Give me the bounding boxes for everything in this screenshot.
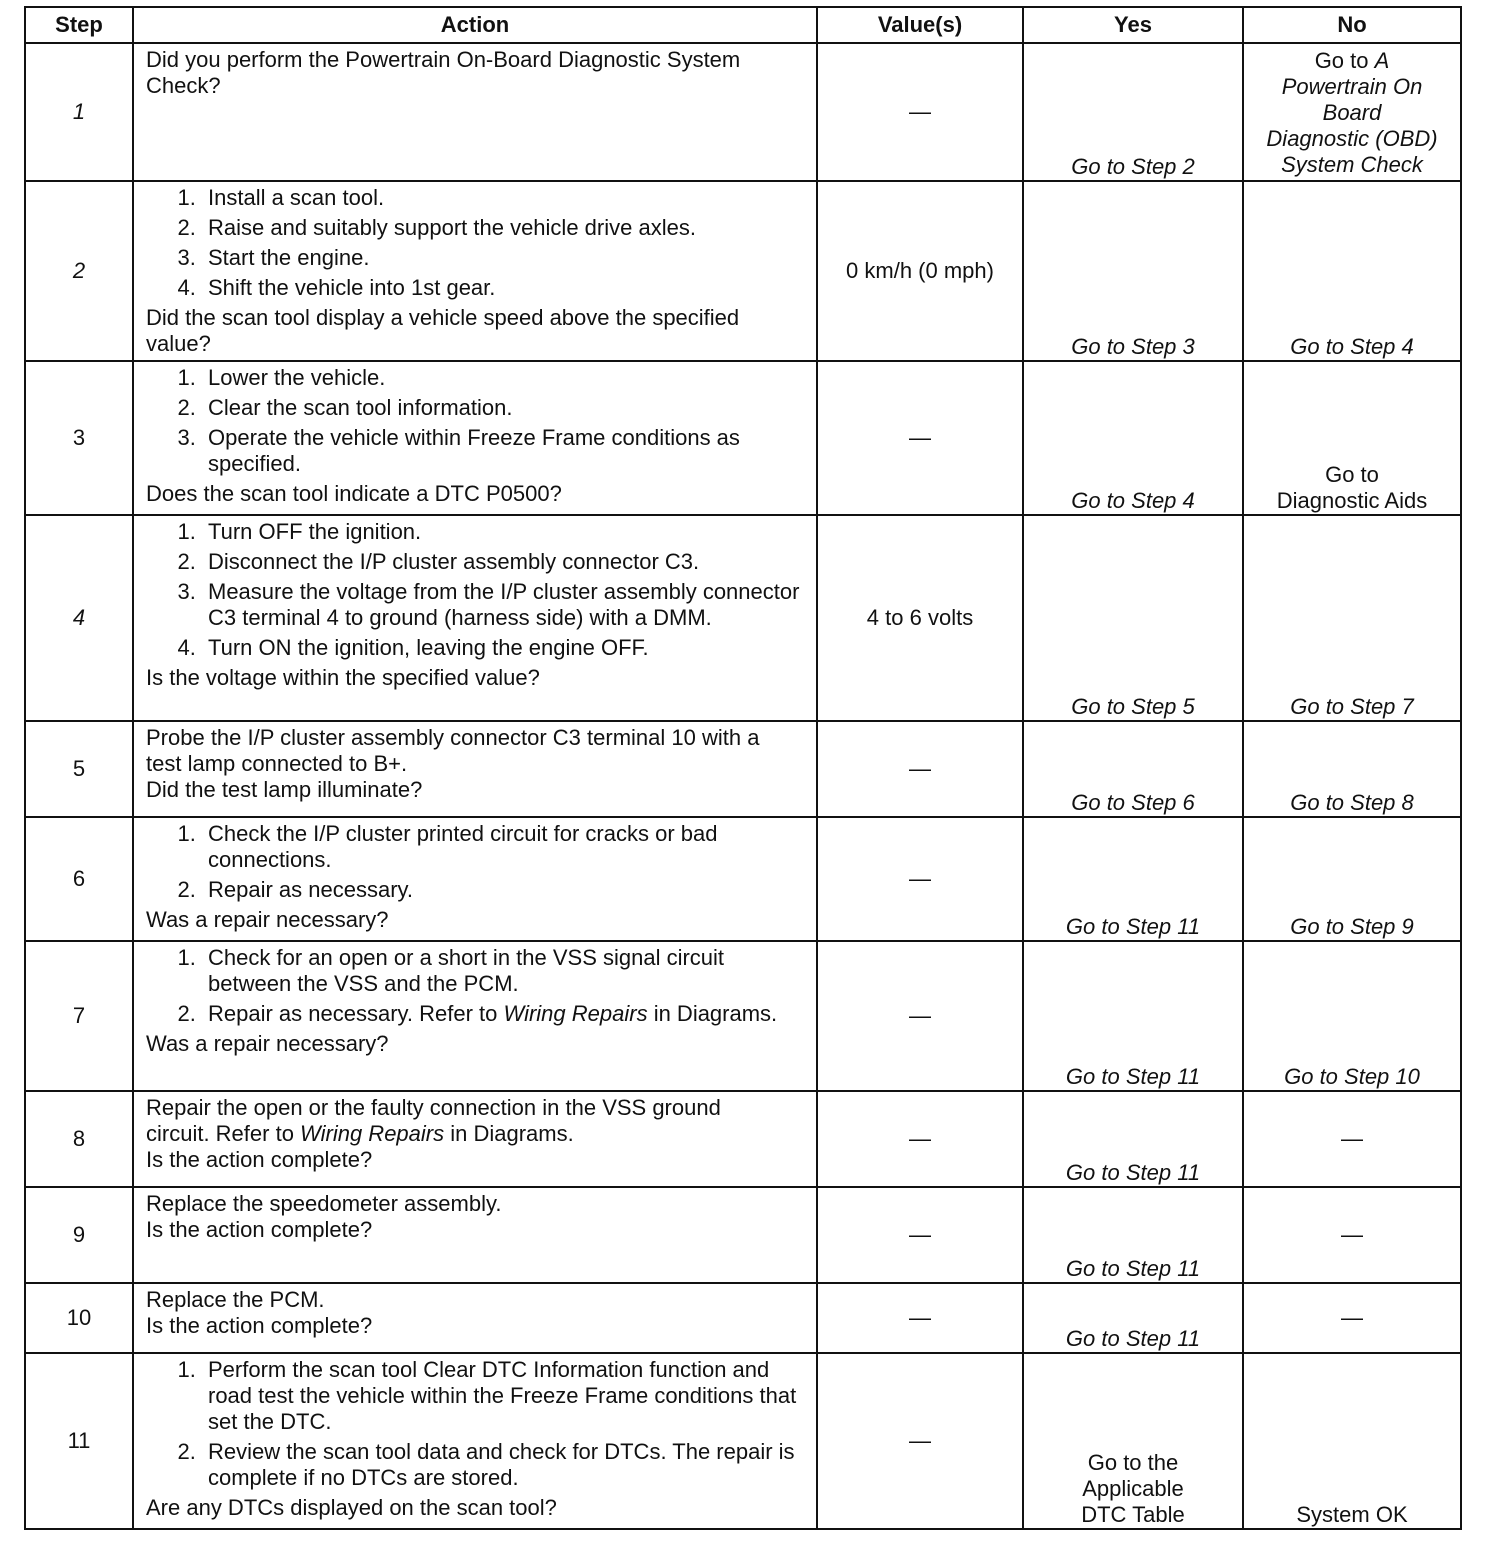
header-values: Value(s) (817, 7, 1023, 43)
action-cell (133, 43, 817, 181)
no-text: Diagnostic Aids (1276, 488, 1428, 514)
no-cell: — (1243, 1187, 1461, 1283)
step-number: 5 (25, 721, 133, 817)
no-cell: Go to Step 8 (1243, 721, 1461, 817)
table-row (25, 721, 1461, 817)
value-cell: 4 to 6 volts (817, 515, 1023, 721)
value-cell: — (817, 817, 1023, 941)
yes-cell: Go to Step 11 (1023, 1091, 1243, 1187)
header-yes: Yes (1023, 7, 1243, 43)
action-list (146, 365, 808, 481)
yes-cell: Go to Step 2 (1023, 43, 1243, 181)
action-list (146, 1357, 808, 1495)
table-row (25, 817, 1461, 941)
step-number: 4 (25, 515, 133, 721)
step-number: 6 (25, 817, 133, 941)
action-item: 1. Check for an open or a short in the VSS signal circuit between the VSS and the PCM. (202, 945, 808, 997)
header-step: Step (25, 7, 133, 43)
table-row (25, 1353, 1461, 1529)
action-cell (133, 941, 817, 1091)
no-cell: Go to Step 7 (1243, 515, 1461, 721)
action-question: Is the action complete? (146, 1216, 373, 1242)
header-no: No (1243, 7, 1461, 43)
action-item: 2. Disconnect the I/P cluster assembly connector C3. (202, 549, 808, 575)
yes-cell: Go to Step 6 (1023, 721, 1243, 817)
no-text: Board (1322, 100, 1382, 126)
value-cell: — (817, 1283, 1023, 1353)
action-text: in Diagrams. (647, 1000, 778, 1026)
table-row (25, 941, 1461, 1091)
action-question: Did the test lamp illuminate? (146, 776, 423, 802)
yes-text: DTC Table (1081, 1502, 1185, 1528)
action-cell (133, 1283, 817, 1353)
no-text: System Check (1281, 152, 1423, 178)
value-cell: — (817, 941, 1023, 1091)
no-cell (1243, 361, 1461, 515)
yes-cell: Go to Step 5 (1023, 515, 1243, 721)
table-row (25, 43, 1461, 181)
action-text: Replace the PCM. (146, 1287, 325, 1312)
no-cell: Go to Step 4 (1243, 181, 1461, 361)
action-text: Probe the I/P cluster assembly connector C3 terminal 10 with a test lamp connected to B+. (146, 725, 760, 776)
action-item: 2. Raise and suitably support the vehicle drive axles. (202, 215, 808, 241)
table-row (25, 1091, 1461, 1187)
value-cell: — (817, 1187, 1023, 1283)
action-list (146, 519, 808, 665)
no-cell: System OK (1243, 1353, 1461, 1529)
action-cell (133, 1091, 817, 1187)
yes-cell: Go to Step 3 (1023, 181, 1243, 361)
no-text: Diagnostic (OBD) (1266, 126, 1438, 152)
yes-text: Go to the (1087, 1450, 1179, 1476)
action-question: Did the scan tool display a vehicle speed above the specified value? (146, 304, 740, 356)
yes-cell (1023, 1353, 1243, 1529)
action-text: Replace the speedometer assembly. (146, 1191, 502, 1216)
action-list (146, 945, 808, 1031)
action-question: Is the action complete? (146, 1312, 373, 1338)
action-item: 1. Check the I/P cluster printed circuit for cracks or bad connections. (202, 821, 808, 873)
step-number: 2 (25, 181, 133, 361)
action-question: Is the action complete? (146, 1146, 373, 1172)
yes-cell: Go to Step 11 (1023, 1187, 1243, 1283)
action-item: 1. Lower the vehicle. (202, 365, 808, 391)
action-list (146, 185, 808, 305)
value-cell: — (817, 361, 1023, 515)
wiring-repairs-ref: Wiring Repairs (300, 1120, 445, 1146)
action-item: 1. Install a scan tool. (202, 185, 808, 211)
action-item (202, 1001, 808, 1027)
yes-text: Applicable (1082, 1476, 1184, 1502)
no-text: Powertrain On (1281, 74, 1423, 100)
action-question: Was a repair necessary? (146, 906, 389, 932)
action-item: 1. Perform the scan tool Clear DTC Information function and road test the vehicle within the Freeze Frame conditions that set the DTC. (202, 1357, 808, 1435)
no-cell: Go to Step 10 (1243, 941, 1461, 1091)
action-question: Is the voltage within the specified value? (146, 664, 540, 690)
no-cell: — (1243, 1283, 1461, 1353)
action-text (146, 1095, 808, 1147)
action-item: 3. Start the engine. (202, 245, 808, 271)
yes-cell: Go to Step 4 (1023, 361, 1243, 515)
no-cell: — (1243, 1091, 1461, 1187)
action-cell (133, 181, 817, 361)
yes-cell: Go to Step 11 (1023, 941, 1243, 1091)
action-cell (133, 361, 817, 515)
action-cell (133, 515, 817, 721)
value-cell: — (817, 721, 1023, 817)
action-item: 2. Clear the scan tool information. (202, 395, 808, 421)
action-item: 4. Shift the vehicle into 1st gear. (202, 275, 808, 301)
value-cell: — (817, 43, 1023, 181)
action-item: 3. Operate the vehicle within Freeze Frame conditions as specified. (202, 425, 808, 477)
step-number: 8 (25, 1091, 133, 1187)
action-text: Repair as necessary. Refer to (208, 1000, 504, 1026)
action-cell (133, 817, 817, 941)
no-cell: Go to Step 9 (1243, 817, 1461, 941)
action-item: 3. Measure the voltage from the I/P cluster assembly connector C3 terminal 4 to ground (harness side) with a DMM. (202, 579, 808, 631)
action-item: 1. Turn OFF the ignition. (202, 519, 808, 545)
no-text: Go to (1314, 48, 1375, 74)
action-cell (133, 1353, 817, 1529)
no-text: A (1374, 48, 1390, 74)
step-number: 3 (25, 361, 133, 515)
action-cell (133, 1187, 817, 1283)
step-number: 9 (25, 1187, 133, 1283)
wiring-repairs-ref: Wiring Repairs (503, 1000, 648, 1026)
table-row (25, 181, 1461, 361)
yes-cell: Go to Step 11 (1023, 1283, 1243, 1353)
action-item: 4. Turn ON the ignition, leaving the engine OFF. (202, 635, 808, 661)
header-action: Action (133, 7, 817, 43)
action-question: Was a repair necessary? (146, 1030, 389, 1056)
table-row (25, 1187, 1461, 1283)
step-number: 1 (25, 43, 133, 181)
action-item: 2. Repair as necessary. (202, 877, 808, 903)
table-row (25, 1283, 1461, 1353)
action-cell (133, 721, 817, 817)
step-number: 11 (25, 1353, 133, 1529)
header-row (25, 7, 1461, 43)
step-number: 10 (25, 1283, 133, 1353)
action-question: Does the scan tool indicate a DTC P0500? (146, 480, 562, 506)
step-number: 7 (25, 941, 133, 1091)
action-text: Did you perform the Powertrain On-Board Diagnostic System Check? (146, 47, 741, 98)
no-text: Go to (1325, 462, 1379, 488)
table-row (25, 361, 1461, 515)
diagnostic-table (24, 6, 1462, 1530)
action-question: Are any DTCs displayed on the scan tool? (146, 1494, 557, 1520)
value-cell: 0 km/h (0 mph) (817, 181, 1023, 361)
value-cell: — (817, 1353, 1023, 1529)
yes-cell: Go to Step 11 (1023, 817, 1243, 941)
action-item: 2. Review the scan tool data and check for DTCs. The repair is complete if no DTCs are stored. (202, 1439, 808, 1491)
action-text: in Diagrams. (444, 1120, 574, 1146)
action-text: Repair the open or the faulty connection in the VSS ground circuit. Refer to (146, 1095, 721, 1146)
table-row (25, 515, 1461, 721)
action-list (146, 821, 808, 907)
no-cell (1243, 43, 1461, 181)
value-cell: — (817, 1091, 1023, 1187)
